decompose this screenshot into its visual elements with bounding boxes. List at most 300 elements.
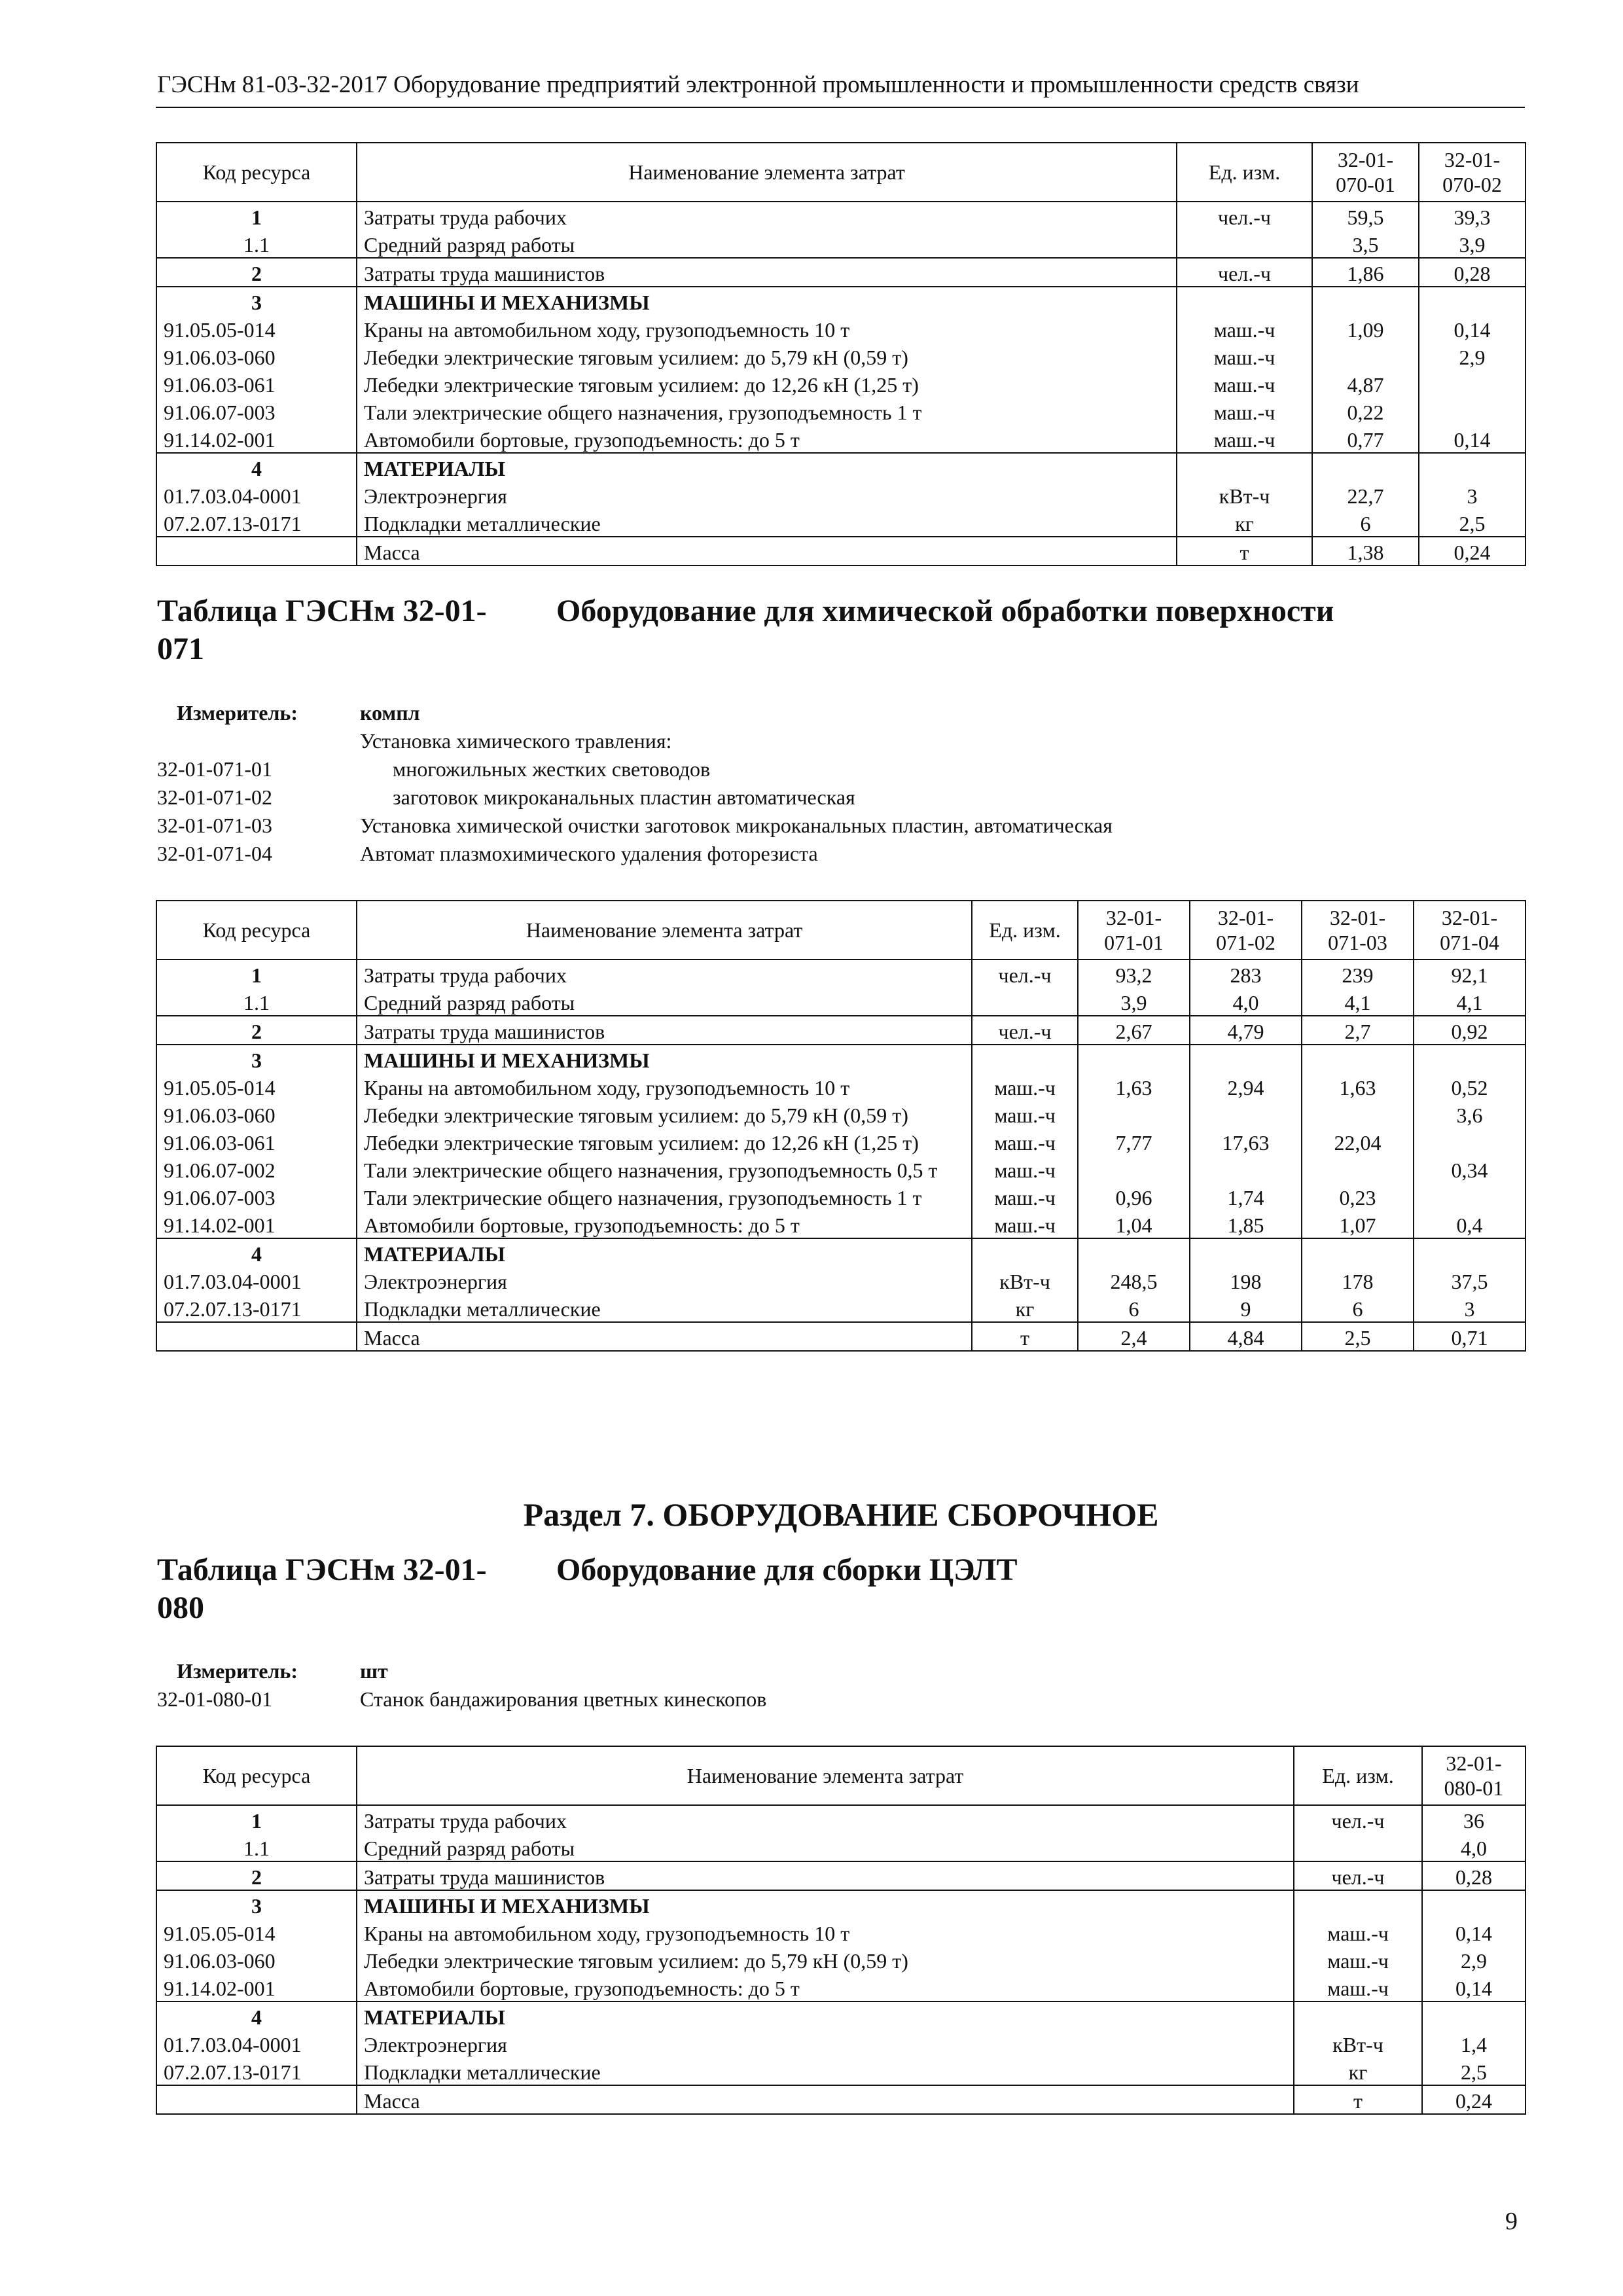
cost-element-name: Краны на автомобильном ходу, грузоподъемность 10 т xyxy=(357,1918,1294,1946)
norm-value: 4,0 xyxy=(1422,1833,1525,1861)
resource-code: 91.06.07-002 xyxy=(156,1155,357,1183)
norm-value: 2,4 xyxy=(1078,1322,1190,1351)
table-row xyxy=(156,1861,1525,1890)
norm-value: 4,84 xyxy=(1190,1322,1302,1351)
norm-value: 7,77 xyxy=(1078,1128,1190,1155)
table-row xyxy=(156,1946,1525,1973)
cost-element-name: Тали электрические общего назначения, грузоподъемность 0,5 т xyxy=(357,1155,972,1183)
norm-value: 3,5 xyxy=(1312,230,1419,258)
norm-value: 1,85 xyxy=(1190,1210,1302,1238)
resource-code: 4 xyxy=(156,2001,357,2030)
norm-value xyxy=(1414,1238,1525,1266)
norm-value xyxy=(1078,1238,1190,1266)
table-row xyxy=(156,342,1525,370)
table-row xyxy=(156,1016,1525,1045)
norm-value: 1,04 xyxy=(1078,1210,1190,1238)
page-number: 9 xyxy=(1505,2208,1518,2235)
cost-element-name: Лебедки электрические тяговым усилием: до 12,26 кН (1,25 т) xyxy=(357,1128,972,1155)
norm-value xyxy=(1414,1128,1525,1155)
cost-element-name: МАТЕРИАЛЫ xyxy=(357,453,1177,481)
resource-code: 1 xyxy=(156,202,357,230)
norm-description: Станок бандажирования цветных кинескопов xyxy=(360,1687,767,1711)
resource-code: 91.06.03-060 xyxy=(156,1946,357,1973)
resource-code: 91.14.02-001 xyxy=(156,425,357,453)
norm-value: 0,4 xyxy=(1414,1210,1525,1238)
column-header-norm: 32-01- 080-01 xyxy=(1422,1746,1525,1805)
cost-element-name: Затраты труда рабочих xyxy=(357,202,1177,230)
table-row xyxy=(156,2001,1525,2030)
column-header-unit: Ед. изм. xyxy=(972,901,1078,960)
norm-value: 9 xyxy=(1190,1294,1302,1322)
cost-element-name: Средний разряд работы xyxy=(357,988,972,1016)
unit-of-measure: т xyxy=(1294,2085,1422,2114)
resource-code: 2 xyxy=(156,1016,357,1045)
norm-value: 198 xyxy=(1190,1266,1302,1294)
cost-element-name: МАШИНЫ И МЕХАНИЗМЫ xyxy=(357,287,1177,315)
norm-value: 248,5 xyxy=(1078,1266,1190,1294)
unit-of-measure: кг xyxy=(1294,2057,1422,2085)
norm-value: 3,6 xyxy=(1414,1100,1525,1128)
column-header-norm: 32-01- 071-03 xyxy=(1302,901,1414,960)
table-row xyxy=(156,988,1525,1016)
norm-value: 2,5 xyxy=(1419,509,1525,537)
cost-element-name: Средний разряд работы xyxy=(357,230,1177,258)
cost-element-name: Автомобили бортовые, грузоподъемность: до 5 т xyxy=(357,425,1177,453)
table-row xyxy=(156,1045,1525,1073)
unit-of-measure: маш.-ч xyxy=(972,1073,1078,1100)
resource-code: 91.14.02-001 xyxy=(156,1973,357,2001)
norm-value: 2,67 xyxy=(1078,1016,1190,1045)
column-header-norm: 32-01- 070-02 xyxy=(1419,143,1525,202)
norm-item xyxy=(157,812,1525,840)
table-row xyxy=(156,370,1525,397)
column-header-name: Наименование элемента затрат xyxy=(357,143,1177,202)
measure-unit: компл xyxy=(360,701,420,725)
norm-value: 2,5 xyxy=(1422,2057,1525,2085)
unit-of-measure: т xyxy=(972,1322,1078,1351)
norm-item xyxy=(157,755,1525,783)
norm-value xyxy=(1190,1155,1302,1183)
table-header-row xyxy=(156,1746,1525,1805)
resource-code: 91.06.03-061 xyxy=(156,370,357,397)
measure-label: Измеритель: xyxy=(177,701,298,725)
table-row xyxy=(156,1210,1525,1238)
norm-value xyxy=(1419,287,1525,315)
cost-table-071 xyxy=(156,900,1526,1352)
table-row xyxy=(156,397,1525,425)
unit-of-measure: кВт-ч xyxy=(1294,2030,1422,2057)
norm-value: 0,14 xyxy=(1422,1918,1525,1946)
norm-value: 4,1 xyxy=(1414,988,1525,1016)
cost-element-name: МАШИНЫ И МЕХАНИЗМЫ xyxy=(357,1045,972,1073)
table-row xyxy=(156,202,1525,230)
column-header-norm: 32-01- 071-04 xyxy=(1414,901,1525,960)
measure-block-080 xyxy=(157,1657,1525,1713)
table-row xyxy=(156,1890,1525,1918)
norm-value: 6 xyxy=(1302,1294,1414,1322)
measure-label: Измеритель: xyxy=(177,1659,298,1683)
unit-of-measure: маш.-ч xyxy=(1294,1946,1422,1973)
resource-code: 1 xyxy=(156,960,357,988)
norm-value: 1,4 xyxy=(1422,2030,1525,2057)
norm-value: 0,28 xyxy=(1419,258,1525,287)
norm-value: 1,74 xyxy=(1190,1183,1302,1210)
norm-value: 1,86 xyxy=(1312,258,1419,287)
unit-of-measure: кг xyxy=(972,1294,1078,1322)
norm-code: 32-01-080-01 xyxy=(157,1687,272,1711)
column-header-code: Код ресурса xyxy=(156,901,357,960)
column-header-code: Код ресурса xyxy=(156,143,357,202)
norm-value: 22,04 xyxy=(1302,1128,1414,1155)
cost-element-name: Лебедки электрические тяговым усилием: до 12,26 кН (1,25 т) xyxy=(357,370,1177,397)
unit-of-measure: маш.-ч xyxy=(1177,397,1312,425)
table-row xyxy=(156,1128,1525,1155)
resource-code: 07.2.07.13-0171 xyxy=(156,509,357,537)
norm-value: 39,3 xyxy=(1419,202,1525,230)
resource-code: 07.2.07.13-0171 xyxy=(156,1294,357,1322)
unit-of-measure: маш.-ч xyxy=(1177,315,1312,342)
norm-code: 32-01-071-03 xyxy=(157,814,272,837)
norm-value: 6 xyxy=(1078,1294,1190,1322)
cost-element-name: Затраты труда рабочих xyxy=(357,960,972,988)
unit-of-measure xyxy=(1294,1890,1422,1918)
table-row xyxy=(156,2085,1525,2114)
table-row xyxy=(156,1322,1525,1351)
norm-value: 17,63 xyxy=(1190,1128,1302,1155)
cost-element-name: Автомобили бортовые, грузоподъемность: до 5 т xyxy=(357,1210,972,1238)
resource-code: 91.05.05-014 xyxy=(156,1073,357,1100)
measure-unit: шт xyxy=(360,1659,388,1683)
norm-value xyxy=(1302,1155,1414,1183)
measure-unit-row xyxy=(157,1657,1525,1685)
table-row xyxy=(156,509,1525,537)
table-title-071 xyxy=(157,592,1525,671)
table-row xyxy=(156,1073,1525,1100)
norm-value: 2,94 xyxy=(1190,1073,1302,1100)
table-title-080 xyxy=(157,1551,1525,1630)
table-number: Таблица ГЭСНм 32-01- 071 xyxy=(157,594,487,666)
norm-value xyxy=(1302,1238,1414,1266)
cost-element-name: Лебедки электрические тяговым усилием: до 5,79 кН (0,59 т) xyxy=(357,342,1177,370)
norm-value: 1,09 xyxy=(1312,315,1419,342)
resource-code: 91.05.05-014 xyxy=(156,1918,357,1946)
table-row xyxy=(156,1805,1525,1833)
resource-code: 91.06.07-003 xyxy=(156,397,357,425)
cost-element-name: Тали электрические общего назначения, грузоподъемность 1 т xyxy=(357,397,1177,425)
norm-value: 0,71 xyxy=(1414,1322,1525,1351)
norm-description: многожильных жестких световодов xyxy=(393,757,711,781)
norm-value: 0,96 xyxy=(1078,1183,1190,1210)
column-header-name: Наименование элемента затрат xyxy=(357,901,972,960)
unit-of-measure: чел.-ч xyxy=(1177,202,1312,230)
norm-value xyxy=(1078,1155,1190,1183)
norm-value xyxy=(1302,1045,1414,1073)
norm-value: 1,63 xyxy=(1302,1073,1414,1100)
norm-value: 239 xyxy=(1302,960,1414,988)
norm-value xyxy=(1419,397,1525,425)
table-row xyxy=(156,258,1525,287)
table-row xyxy=(156,1100,1525,1128)
unit-of-measure xyxy=(972,1045,1078,1073)
cost-element-name: Масса xyxy=(357,2085,1294,2114)
resource-code: 01.7.03.04-0001 xyxy=(156,2030,357,2057)
cost-element-name: Затраты труда рабочих xyxy=(357,1805,1294,1833)
cost-element-name: Лебедки электрические тяговым усилием: до 5,79 кН (0,59 т) xyxy=(357,1100,972,1128)
cost-table-080 xyxy=(156,1746,1526,2115)
cost-element-name: Краны на автомобильном ходу, грузоподъемность 10 т xyxy=(357,315,1177,342)
table-row xyxy=(156,1238,1525,1266)
cost-element-name: МАТЕРИАЛЫ xyxy=(357,2001,1294,2030)
norm-value: 37,5 xyxy=(1414,1266,1525,1294)
unit-of-measure: маш.-ч xyxy=(1294,1918,1422,1946)
norm-value xyxy=(1414,1183,1525,1210)
norm-value xyxy=(1422,2001,1525,2030)
resource-code: 3 xyxy=(156,1045,357,1073)
norm-value: 0,92 xyxy=(1414,1016,1525,1045)
table-row xyxy=(156,2057,1525,2085)
cost-element-name: Электроэнергия xyxy=(357,481,1177,509)
resource-code: 4 xyxy=(156,453,357,481)
measure-unit-row xyxy=(157,699,1525,727)
norm-description: Автомат плазмохимического удаления фоторезиста xyxy=(360,842,818,865)
unit-of-measure: чел.-ч xyxy=(1294,1861,1422,1890)
resource-code: 01.7.03.04-0001 xyxy=(156,1266,357,1294)
norm-value: 2,9 xyxy=(1419,342,1525,370)
column-header-norm: 32-01- 071-02 xyxy=(1190,901,1302,960)
unit-of-measure: кг xyxy=(1177,509,1312,537)
cost-element-name: МАТЕРИАЛЫ xyxy=(357,1238,972,1266)
table-row xyxy=(156,960,1525,988)
norm-description: Установка химического травления: xyxy=(360,729,672,753)
table-row xyxy=(156,1833,1525,1861)
resource-code: 4 xyxy=(156,1238,357,1266)
resource-code: 3 xyxy=(156,287,357,315)
norm-value xyxy=(1190,1100,1302,1128)
norm-value xyxy=(1190,1238,1302,1266)
norm-value: 22,7 xyxy=(1312,481,1419,509)
norm-value: 2,5 xyxy=(1302,1322,1414,1351)
column-header-unit: Ед. изм. xyxy=(1177,143,1312,202)
norm-code: 32-01-071-01 xyxy=(157,757,272,781)
table-row xyxy=(156,481,1525,509)
unit-of-measure: маш.-ч xyxy=(1177,425,1312,453)
resource-code: 91.06.07-003 xyxy=(156,1183,357,1210)
resource-code: 91.06.03-060 xyxy=(156,342,357,370)
norm-value: 1,38 xyxy=(1312,537,1419,565)
norm-value: 0,22 xyxy=(1312,397,1419,425)
resource-code: 2 xyxy=(156,258,357,287)
cost-element-name: МАШИНЫ И МЕХАНИЗМЫ xyxy=(357,1890,1294,1918)
resource-code: 91.06.03-061 xyxy=(156,1128,357,1155)
cost-element-name: Лебедки электрические тяговым усилием: до 5,79 кН (0,59 т) xyxy=(357,1946,1294,1973)
table-header-row xyxy=(156,143,1525,202)
norm-value: 1,07 xyxy=(1302,1210,1414,1238)
table-caption: Оборудование для химической обработки поверхности xyxy=(556,594,1334,628)
norm-value: 3,9 xyxy=(1419,230,1525,258)
norm-value: 3 xyxy=(1414,1294,1525,1322)
norm-value: 0,28 xyxy=(1422,1861,1525,1890)
table-row xyxy=(156,1266,1525,1294)
cost-element-name: Затраты труда машинистов xyxy=(357,1861,1294,1890)
cost-element-name: Затраты труда машинистов xyxy=(357,258,1177,287)
cost-element-name: Масса xyxy=(357,537,1177,565)
norm-value: 3 xyxy=(1419,481,1525,509)
norm-item xyxy=(157,840,1525,868)
norm-value: 0,23 xyxy=(1302,1183,1414,1210)
resource-code: 1 xyxy=(156,1805,357,1833)
norm-description: Установка химической очистки заготовок микроканальных пластин, автоматическая xyxy=(360,814,1113,837)
unit-of-measure: т xyxy=(1177,537,1312,565)
norm-value: 59,5 xyxy=(1312,202,1419,230)
norm-value: 1,63 xyxy=(1078,1073,1190,1100)
table-row xyxy=(156,287,1525,315)
table-row xyxy=(156,315,1525,342)
table-row xyxy=(156,1155,1525,1183)
table-row xyxy=(156,537,1525,565)
norm-value xyxy=(1312,453,1419,481)
column-header-name: Наименование элемента затрат xyxy=(357,1746,1294,1805)
table-row xyxy=(156,453,1525,481)
column-header-code: Код ресурса xyxy=(156,1746,357,1805)
norm-value: 4,87 xyxy=(1312,370,1419,397)
norm-value: 93,2 xyxy=(1078,960,1190,988)
unit-of-measure: кВт-ч xyxy=(1177,481,1312,509)
table-number: Таблица ГЭСНм 32-01- 080 xyxy=(157,1552,487,1625)
norm-value: 4,0 xyxy=(1190,988,1302,1016)
cost-element-name: Автомобили бортовые, грузоподъемность: до 5 т xyxy=(357,1973,1294,2001)
unit-of-measure: чел.-ч xyxy=(1294,1805,1422,1833)
measure-block-071 xyxy=(157,699,1525,868)
unit-of-measure: маш.-ч xyxy=(972,1128,1078,1155)
norm-value: 0,52 xyxy=(1414,1073,1525,1100)
norm-value xyxy=(1312,287,1419,315)
norm-description: заготовок микроканальных пластин автоматическая xyxy=(393,785,855,809)
norm-value: 36 xyxy=(1422,1805,1525,1833)
norm-code: 32-01-071-04 xyxy=(157,842,272,865)
resource-code: 1.1 xyxy=(156,1833,357,1861)
table-header-row xyxy=(156,901,1525,960)
norm-item xyxy=(157,1685,1525,1713)
table-row xyxy=(156,425,1525,453)
norm-value: 4,79 xyxy=(1190,1016,1302,1045)
norm-value: 2,7 xyxy=(1302,1016,1414,1045)
resource-code: 91.05.05-014 xyxy=(156,315,357,342)
resource-code: 07.2.07.13-0171 xyxy=(156,2057,357,2085)
table-row xyxy=(156,2030,1525,2057)
column-header-norm: 32-01- 070-01 xyxy=(1312,143,1419,202)
section-title: Раздел 7. ОБОРУДОВАНИЕ СБОРОЧНОЕ xyxy=(523,1496,1159,1533)
unit-of-measure: маш.-ч xyxy=(972,1210,1078,1238)
norm-value: 6 xyxy=(1312,509,1419,537)
resource-code: 3 xyxy=(156,1890,357,1918)
cost-element-name: Электроэнергия xyxy=(357,2030,1294,2057)
norm-value xyxy=(1414,1045,1525,1073)
cost-element-name: Средний разряд работы xyxy=(357,1833,1294,1861)
unit-of-measure xyxy=(972,1238,1078,1266)
norm-value xyxy=(1419,370,1525,397)
norm-value xyxy=(1422,1890,1525,1918)
norm-value: 0,14 xyxy=(1419,315,1525,342)
unit-of-measure xyxy=(1294,1833,1422,1861)
unit-of-measure: чел.-ч xyxy=(1177,258,1312,287)
norm-value: 3,9 xyxy=(1078,988,1190,1016)
unit-of-measure: маш.-ч xyxy=(972,1155,1078,1183)
unit-of-measure xyxy=(1177,453,1312,481)
norm-value: 0,24 xyxy=(1422,2085,1525,2114)
cost-element-name: Подкладки металлические xyxy=(357,1294,972,1322)
cost-element-name: Затраты труда машинистов xyxy=(357,1016,972,1045)
table-row xyxy=(156,1183,1525,1210)
resource-code: 1.1 xyxy=(156,988,357,1016)
unit-of-measure: чел.-ч xyxy=(972,960,1078,988)
norm-value: 0,14 xyxy=(1419,425,1525,453)
unit-of-measure xyxy=(1294,2001,1422,2030)
unit-of-measure xyxy=(1177,230,1312,258)
cost-table-070 xyxy=(156,142,1526,566)
resource-code xyxy=(156,1322,357,1351)
norm-code: 32-01-071-02 xyxy=(157,785,272,809)
resource-code: 1.1 xyxy=(156,230,357,258)
resource-code: 01.7.03.04-0001 xyxy=(156,481,357,509)
table-row xyxy=(156,1294,1525,1322)
cost-element-name: Тали электрические общего назначения, грузоподъемность 1 т xyxy=(357,1183,972,1210)
unit-of-measure xyxy=(972,988,1078,1016)
cost-element-name: Подкладки металлические xyxy=(357,2057,1294,2085)
resource-code: 91.14.02-001 xyxy=(156,1210,357,1238)
unit-of-measure: маш.-ч xyxy=(972,1100,1078,1128)
unit-of-measure: маш.-ч xyxy=(1294,1973,1422,2001)
resource-code: 2 xyxy=(156,1861,357,1890)
table-row xyxy=(156,230,1525,258)
unit-of-measure: чел.-ч xyxy=(972,1016,1078,1045)
resource-code xyxy=(156,537,357,565)
norm-value xyxy=(1078,1045,1190,1073)
table-row xyxy=(156,1973,1525,2001)
norm-value: 0,24 xyxy=(1419,537,1525,565)
norm-value: 92,1 xyxy=(1414,960,1525,988)
norm-value xyxy=(1419,453,1525,481)
column-header-unit: Ед. изм. xyxy=(1294,1746,1422,1805)
page-header: ГЭСНм 81-03-32-2017 Оборудование предприятий электронной промышленности и промышленности средств связи xyxy=(157,71,1359,98)
norm-item xyxy=(157,783,1525,812)
cost-element-name: Масса xyxy=(357,1322,972,1351)
norm-value: 178 xyxy=(1302,1266,1414,1294)
unit-of-measure: маш.-ч xyxy=(1177,370,1312,397)
norm-value: 0,14 xyxy=(1422,1973,1525,2001)
cost-element-name: Электроэнергия xyxy=(357,1266,972,1294)
unit-of-measure: маш.-ч xyxy=(1177,342,1312,370)
norm-value: 283 xyxy=(1190,960,1302,988)
norm-value: 4,1 xyxy=(1302,988,1414,1016)
unit-of-measure xyxy=(1177,287,1312,315)
cost-element-name: Подкладки металлические xyxy=(357,509,1177,537)
norm-value: 0,34 xyxy=(1414,1155,1525,1183)
norm-value: 2,9 xyxy=(1422,1946,1525,1973)
norm-value xyxy=(1302,1100,1414,1128)
resource-code: 91.06.03-060 xyxy=(156,1100,357,1128)
column-header-norm: 32-01- 071-01 xyxy=(1078,901,1190,960)
cost-element-name: Краны на автомобильном ходу, грузоподъемность 10 т xyxy=(357,1073,972,1100)
norm-value xyxy=(1312,342,1419,370)
norm-value: 0,77 xyxy=(1312,425,1419,453)
unit-of-measure: кВт-ч xyxy=(972,1266,1078,1294)
header-rule xyxy=(156,107,1525,108)
table-caption: Оборудование для сборки ЦЭЛТ xyxy=(556,1552,1018,1587)
norm-value xyxy=(1078,1100,1190,1128)
table-row xyxy=(156,1918,1525,1946)
norm-value xyxy=(1190,1045,1302,1073)
resource-code xyxy=(156,2085,357,2114)
